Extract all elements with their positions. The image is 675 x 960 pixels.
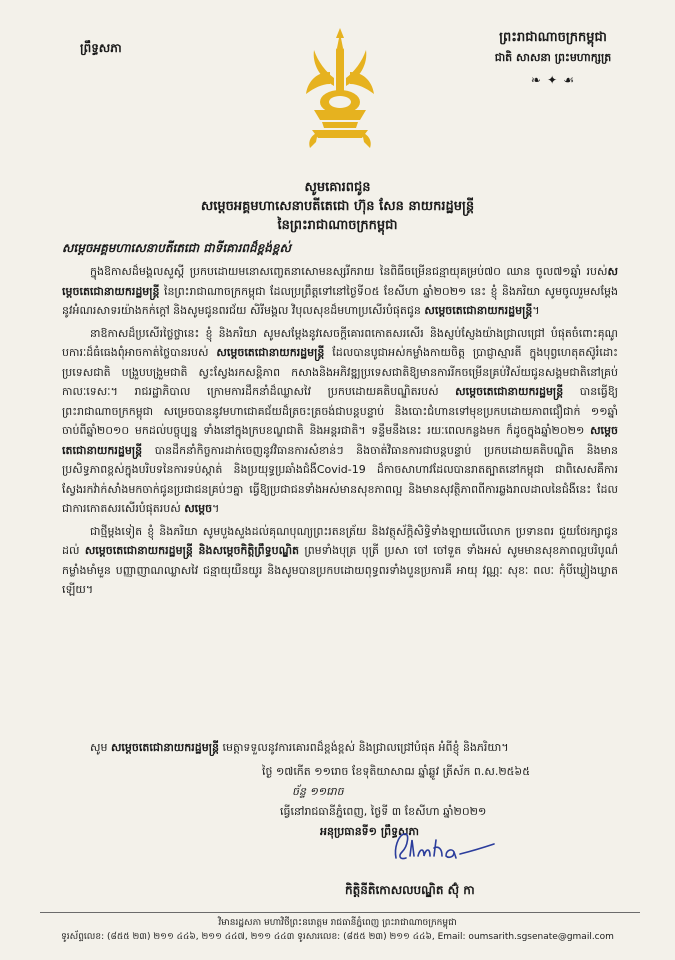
salutation: សម្តេចអគ្គមហាសេនាបតីតេជោ ជាទីគោរពដ៏ខ្ពង់ខ្ពស់ bbox=[62, 241, 291, 255]
footer-contacts: ទូរស័ព្ទលេខ: (៨៥៥ ២៣) ២១១ ៤៤៦, ២១១ ៤៤៧, ២១១ ៤៤៣ ទូរសារលេខ: (៨៥៥ ២៣) ២១១ ៤៤៦, Email: oumsarith.sgsenate@gmail.com bbox=[61, 932, 614, 942]
p1-text-cont: នៃព្រះរាជាណាចក្រកម្ពុជា ដែលប្រព្រឹត្តទៅនៅថ្ងៃទី០៥ ខែសីហា ឆ្នាំ២០២១ នេះ ខ្ញុំ និងភរិយា សូមចូលរួមសម្តែងនូវអំណរសាទរយ៉ាងកក់ក្តៅ និងសូមជូនពរជ័យ សិរីមង្គល វិបុលសុខដ៏មហាប្រសើរបំផុតជូន bbox=[62, 284, 618, 317]
closing-text-cont: មេត្តាទទួលនូវការគោរពដ៏ខ្ពង់ខ្ពស់ និងជ្រាលជ្រៅបំផុត អំពីខ្ញុំ និងភរិយា។ bbox=[218, 741, 509, 754]
senate-label: ព្រឹទ្ធសភា bbox=[80, 41, 122, 55]
p2-honorific-4: សម្តេច bbox=[184, 502, 213, 515]
p2-honorific: សម្តេចតេជោនាយករដ្ឋមន្ត្រី bbox=[216, 346, 325, 359]
address-title bbox=[0, 178, 675, 235]
handwritten-signature-icon bbox=[390, 830, 500, 866]
national-motto: ជាតិ សាសនា ព្រះមហាក្សត្រ bbox=[494, 51, 612, 64]
lunar-date: ថ្ងៃ ១៧កើត ១១រោច ខែទុតិយាសាឍ ឆ្នាំឆ្លូវ ត្រីស័ក ព.ស.២៥៦៥ bbox=[262, 765, 531, 778]
title-line-3: នៃព្រះរាជាណាចក្រកម្ពុជា bbox=[277, 218, 398, 233]
p2-text-cont-2: បានធ្វើឱ្យព្រះរាជាណាចក្រកម្ពុជា សម្រេចបាននូវមហាជោគជ័យដ៏ត្រចះត្រចង់ជាបន្តបន្ទាប់ និងបោះជំហានទៅមុខប្រកបដោយភាពជឿជាក់ ១១ឆ្នាំ ចាប់ពីឆ្នាំ២០១០ មកដល់បច្ចុប្បន្ន ទាំងនៅក្នុងក្របខណ្ឌជាតិ និងអន្តរជាតិ។ ទន្ទឹមនឹងនេះ រយៈពេលកន្លងមក ក៏ដូចក្នុងឆ្នាំ២០២១ bbox=[62, 385, 619, 437]
p1-honorific-2: សម្តេចតេជោនាយករដ្ឋមន្ត្រី bbox=[424, 304, 533, 317]
p3-text: ជាថ្មីម្តងទៀត ខ្ញុំ និងភរិយា សូមបួងសួងដល់គុណបុណ្យព្រះរតនត្រ័យ និងវត្ថុស័ក្តិសិទ្ធិទាំងឡាយលើលោក ប្រទានពរ ជួយថែរក្សាជូនដល់ bbox=[62, 524, 618, 557]
p2-text-cont: ដែលបានបូជាអស់កម្លាំងកាយចិត្ត ប្រាជ្ញាស្មារតី ក្នុងបុព្វហេតុតស៊ូរំដោះប្រទេសជាតិ បង្រួបបង្រួមជាតិ ស្វះស្វែងរកសន្តិភាព កសាងនិងអភិវឌ្ឍប្រទេសជាតិឱ្យមានការរីកចម្រើនគ្រប់វិស័យជូនសង្គមជាតិនៅគ្រប់កាលៈទេសៈ។ រាជរដ្ឋាភិបាល ក្រោមការដឹកនាំដ៏ឈ្លាសវៃ ប្រកបដោយគតិបណ្ឌិតរបស់ bbox=[62, 346, 618, 398]
footer-divider bbox=[40, 912, 640, 913]
p1-text: ក្នុងឱកាសដ៏មង្គលសួស្តី ប្រកបដោយមនោសញ្ចេតនាសោមនស្សរីករាយ នៃពិធីចម្រើនជន្មាយុគម្រប់៧០ ឈាន ចូល៧១ឆ្នាំ របស់ bbox=[90, 265, 608, 278]
ornament-divider: ❧ ✦ ☙ bbox=[530, 73, 576, 87]
paragraph-2 bbox=[62, 324, 618, 519]
p2-honorific-2: សម្តេចតេជោនាយករដ្ឋមន្ត្រី bbox=[455, 385, 564, 398]
title-line-2: សម្តេចអគ្គមហាសេនាបតីតេជោ ហ៊ុន សែន នាយករដ្ឋមន្ត្រី bbox=[200, 199, 475, 214]
letterhead-kingdom bbox=[458, 28, 648, 90]
signer-name: កិត្តិនីតិកោសលបណ្ឌិត ស៊ុំ កា bbox=[345, 883, 475, 897]
footer bbox=[0, 916, 675, 944]
kingdom-name: ព្រះរាជាណាចក្រកម្ពុជា bbox=[499, 30, 607, 45]
p2-text-cont-3: បានដឹកនាំកិច្ចការដាក់ចេញនូវវិធានការសំខាន់ៗ និងចាត់វិធានការជាបន្តបន្ទាប់ ប្រកបដោយគតិបណ្ឌិត និងមានប្រសិទ្ធភាពខ្ពស់ក្នុងបរិបទនៃការទប់ស្កាត់ និងប្រយុទ្ធប្រឆាំងជំងឺCovid-19 ដ៏កាចសាហាវដែលបានរាតត្បាតនៅកម្ពុជា ជាពិសេសគឺការស្វែងរកវ៉ាក់សាំងមកចាក់ជូនប្រជាជនគ្រប់ៗគ្នា ធ្វើឱ្យប្រជាជនទាំងអស់មានសុខភាពល្អ និងមានសុវត្ថិភាពពីការឆ្លងរាលដាលនៃជំងឺនេះ ដែលជាការកោតសរសើរបំផុតរបស់ bbox=[62, 443, 618, 515]
lunar-date-handwritten: ច័ន្ទ ១១រោច bbox=[292, 785, 344, 798]
p2-honorific-3: សម្តេចតេជោនាយករដ្ឋមន្ត្រី bbox=[62, 424, 618, 457]
closing-honorific: សម្តេចតេជោនាយករដ្ឋមន្ត្រី bbox=[110, 741, 219, 754]
paragraph-1 bbox=[62, 262, 618, 321]
place-and-date: ធ្វើនៅរាជធានីភ្នំពេញ, ថ្ងៃទី ៣ ខែសីហា ឆ្នាំ២០២១ bbox=[280, 805, 487, 818]
p1-honorific: សម្តេចតេជោនាយករដ្ឋមន្ត្រី bbox=[62, 265, 618, 298]
signer-role: អនុប្រធានទី១ ព្រឹទ្ធសភា bbox=[320, 825, 420, 838]
p1-end: ។ bbox=[532, 304, 540, 317]
closing-text: សូម bbox=[90, 741, 111, 754]
closing-line bbox=[62, 738, 618, 757]
paragraph-3 bbox=[62, 522, 618, 600]
royal-arms-emblem-icon bbox=[300, 24, 380, 152]
p2-text: នាឱកាសដ៏ប្រសើរថ្លៃថ្លានេះ ខ្ញុំ និងភរិយា សូមសម្តែងនូវសេចក្តីគោរពកោតសរសើរ និងស្ញប់ស្ញែងយ៉ាងជ្រាលជ្រៅ បំផុតចំពោះគុណូបការៈដ៏ធំធេងពុំអាចកាត់ថ្លៃបានរបស់ bbox=[62, 326, 618, 359]
letter-body bbox=[62, 262, 618, 603]
p3-honorific: សម្តេចតេជោនាយករដ្ឋមន្ត្រី និងសម្តេចកិត្តិព្រឹទ្ធបណ្ឌិត bbox=[84, 544, 300, 557]
footer-address: វិមានរដ្ឋសភា មហាវិថីព្រះនរោត្តម រាជធានីភ្នំពេញ ព្រះរាជាណាចក្រកម្ពុជា bbox=[218, 918, 457, 928]
p3-text-cont: ព្រមទាំងបុត្រ បុត្រី ប្រសា ចៅ ចៅទួត ទាំងអស់ សូមមានសុខភាពល្អបរិបូណ៌ កម្លាំងមាំមួន បញ្ញាញាណឈ្លាសវៃ ជន្មាយុយឺនយូរ និងសូមបានប្រកបដោយពុទ្ធពរទាំងបួនប្រការគឺ អាយុ វណ្ណៈ សុខៈ ពលៈ កុំបីឃ្លៀងឃ្លាតឡើយ។ bbox=[62, 544, 619, 596]
p2-end: ។ bbox=[212, 502, 220, 515]
title-line-1: សូមគោរពជូន bbox=[304, 180, 371, 195]
